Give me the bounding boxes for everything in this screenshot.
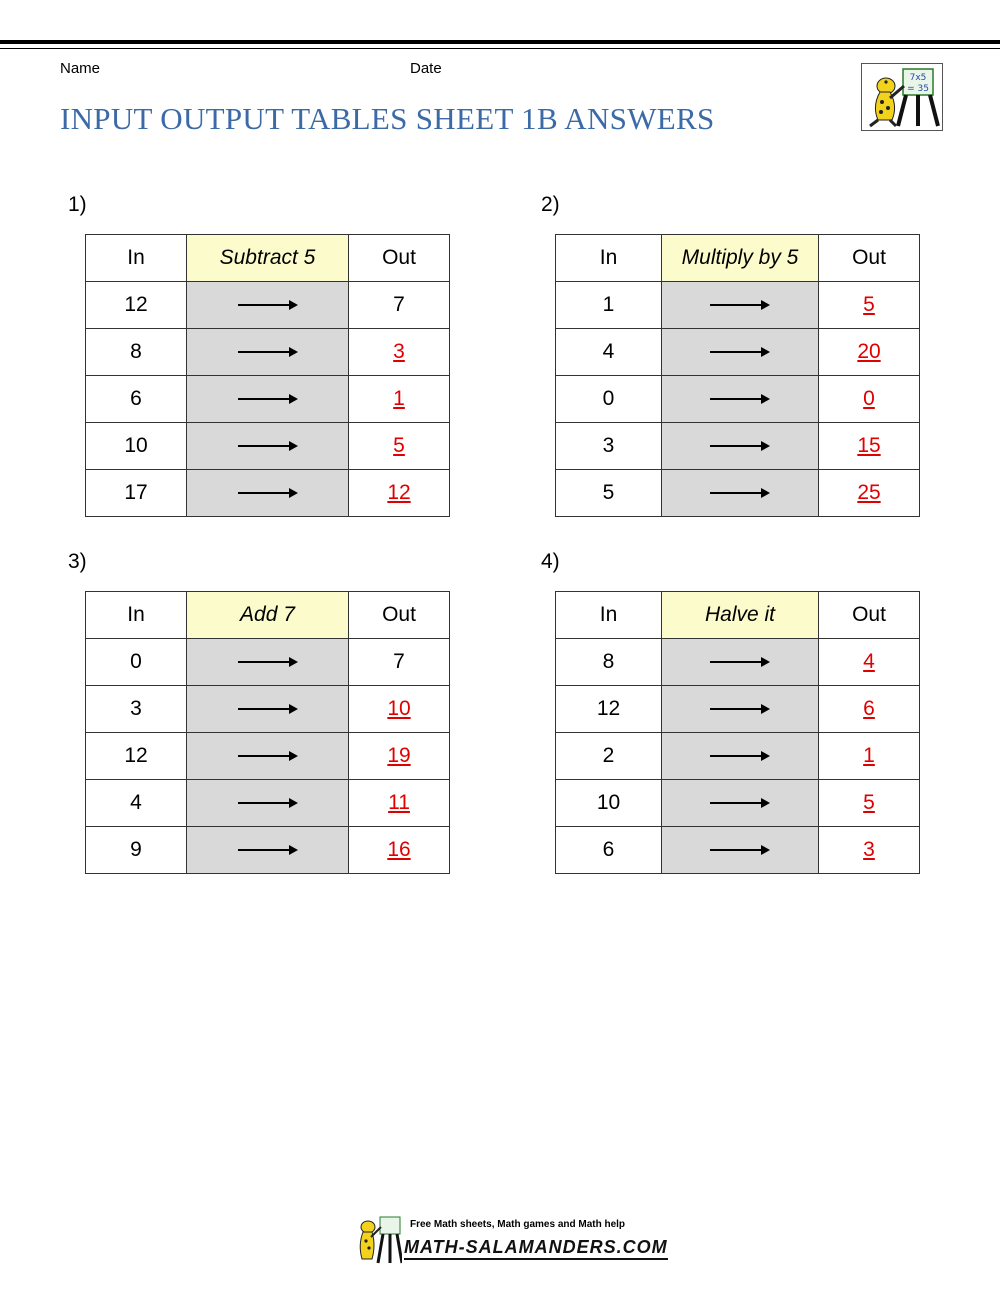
answer-value: 10 (349, 686, 450, 733)
right-arrow-icon (238, 488, 298, 498)
question-3-label: 3) (68, 550, 87, 573)
table-row (556, 282, 920, 329)
question-4-table (555, 591, 920, 874)
in-value: 1 (556, 282, 662, 329)
arrow-cell (662, 470, 819, 517)
arrow-cell (662, 423, 819, 470)
out-header: Out (819, 235, 920, 282)
in-value: 12 (86, 733, 187, 780)
table-row (86, 639, 450, 686)
question-3-table (85, 591, 450, 874)
arrow-cell (662, 282, 819, 329)
right-arrow-icon (710, 751, 770, 761)
out-value: 7 (349, 282, 450, 329)
right-arrow-icon (710, 798, 770, 808)
right-arrow-icon (710, 704, 770, 714)
question-1-table (85, 234, 450, 517)
arrow-cell (187, 686, 349, 733)
in-value: 6 (86, 376, 187, 423)
in-value: 10 (86, 423, 187, 470)
out-header: Out (349, 592, 450, 639)
answer-value: 25 (819, 470, 920, 517)
right-arrow-icon (238, 347, 298, 357)
in-value: 4 (86, 780, 187, 827)
answer-value: 3 (819, 827, 920, 874)
right-arrow-icon (710, 657, 770, 667)
in-value: 6 (556, 827, 662, 874)
answer-value: 6 (819, 686, 920, 733)
answer-value: 11 (349, 780, 450, 827)
right-arrow-icon (710, 845, 770, 855)
in-value: 5 (556, 470, 662, 517)
answer-value: 12 (349, 470, 450, 517)
answer-value: 1 (819, 733, 920, 780)
right-arrow-icon (710, 441, 770, 451)
answer-value: 0 (819, 376, 920, 423)
answer-value: 3 (349, 329, 450, 376)
right-arrow-icon (238, 704, 298, 714)
arrow-cell (187, 423, 349, 470)
right-arrow-icon (710, 488, 770, 498)
logo-text-2: = 35 (907, 84, 929, 94)
in-value: 8 (556, 639, 662, 686)
in-value: 2 (556, 733, 662, 780)
logo (861, 63, 943, 131)
right-arrow-icon (710, 300, 770, 310)
arrow-cell (662, 827, 819, 874)
arrow-cell (187, 376, 349, 423)
arrow-cell (187, 827, 349, 874)
table-row (556, 733, 920, 780)
rule-cell: Halve it (662, 592, 819, 639)
in-header: In (86, 592, 187, 639)
arrow-cell (187, 329, 349, 376)
footer-tagline: Free Math sheets, Math games and Math help (410, 1219, 626, 1230)
in-header: In (86, 235, 187, 282)
question-2-table (555, 234, 920, 517)
in-value: 3 (86, 686, 187, 733)
arrow-cell (662, 639, 819, 686)
question-2-label: 2) (541, 193, 560, 216)
out-value: 7 (349, 639, 450, 686)
answer-value: 20 (819, 329, 920, 376)
in-value: 9 (86, 827, 187, 874)
answer-value: 5 (819, 780, 920, 827)
answer-value: 15 (819, 423, 920, 470)
name-label: Name (60, 60, 101, 77)
logo-text-1: 7x5 (909, 73, 927, 83)
answer-value: 5 (349, 423, 450, 470)
right-arrow-icon (238, 751, 298, 761)
table-row (86, 282, 450, 329)
answer-value: 16 (349, 827, 450, 874)
question-1-label: 1) (68, 193, 87, 216)
table-row (556, 423, 920, 470)
table-row (86, 470, 450, 517)
top-rule-thin (0, 48, 1000, 49)
in-value: 12 (86, 282, 187, 329)
in-value: 12 (556, 686, 662, 733)
right-arrow-icon (710, 394, 770, 404)
top-rule-thick (0, 40, 1000, 44)
table-row (86, 733, 450, 780)
rule-cell: Multiply by 5 (662, 235, 819, 282)
rule-cell: Add 7 (187, 592, 349, 639)
rule-cell: Subtract 5 (187, 235, 349, 282)
arrow-cell (187, 733, 349, 780)
table-row (556, 686, 920, 733)
answer-value: 5 (819, 282, 920, 329)
arrow-cell (662, 686, 819, 733)
arrow-cell (187, 639, 349, 686)
answer-value: 1 (349, 376, 450, 423)
in-value: 4 (556, 329, 662, 376)
in-value: 0 (86, 639, 187, 686)
arrow-cell (187, 470, 349, 517)
right-arrow-icon (238, 394, 298, 404)
right-arrow-icon (238, 657, 298, 667)
page-title: INPUT OUTPUT TABLES SHEET 1B ANSWERS (60, 101, 715, 136)
right-arrow-icon (238, 441, 298, 451)
date-label: Date (410, 60, 442, 77)
arrow-cell (187, 780, 349, 827)
question-4-label: 4) (541, 550, 560, 573)
in-header: In (556, 592, 662, 639)
in-value: 0 (556, 376, 662, 423)
answer-value: 19 (349, 733, 450, 780)
table-row (556, 827, 920, 874)
arrow-cell (662, 733, 819, 780)
table-row (86, 827, 450, 874)
table-header-row (556, 592, 920, 639)
right-arrow-icon (238, 798, 298, 808)
table-row (556, 639, 920, 686)
table-row (556, 780, 920, 827)
in-value: 10 (556, 780, 662, 827)
arrow-cell (187, 282, 349, 329)
table-row (86, 376, 450, 423)
arrow-cell (662, 376, 819, 423)
table-header-row (86, 235, 450, 282)
right-arrow-icon (238, 845, 298, 855)
table-row (86, 686, 450, 733)
in-value: 8 (86, 329, 187, 376)
arrow-cell (662, 780, 819, 827)
table-row (86, 423, 450, 470)
right-arrow-icon (238, 300, 298, 310)
out-header: Out (349, 235, 450, 282)
table-row (556, 376, 920, 423)
in-value: 3 (556, 423, 662, 470)
table-row (86, 780, 450, 827)
out-header: Out (819, 592, 920, 639)
arrow-cell (662, 329, 819, 376)
table-header-row (86, 592, 450, 639)
salamander-logo-icon (356, 1215, 402, 1265)
table-header-row (556, 235, 920, 282)
in-value: 17 (86, 470, 187, 517)
in-header: In (556, 235, 662, 282)
salamander-logo-icon (862, 64, 942, 130)
right-arrow-icon (710, 347, 770, 357)
table-row (556, 329, 920, 376)
answer-value: 4 (819, 639, 920, 686)
table-row (556, 470, 920, 517)
table-row (86, 329, 450, 376)
footer-site-link[interactable]: MATH-SALAMANDERS.COM (404, 1236, 668, 1260)
